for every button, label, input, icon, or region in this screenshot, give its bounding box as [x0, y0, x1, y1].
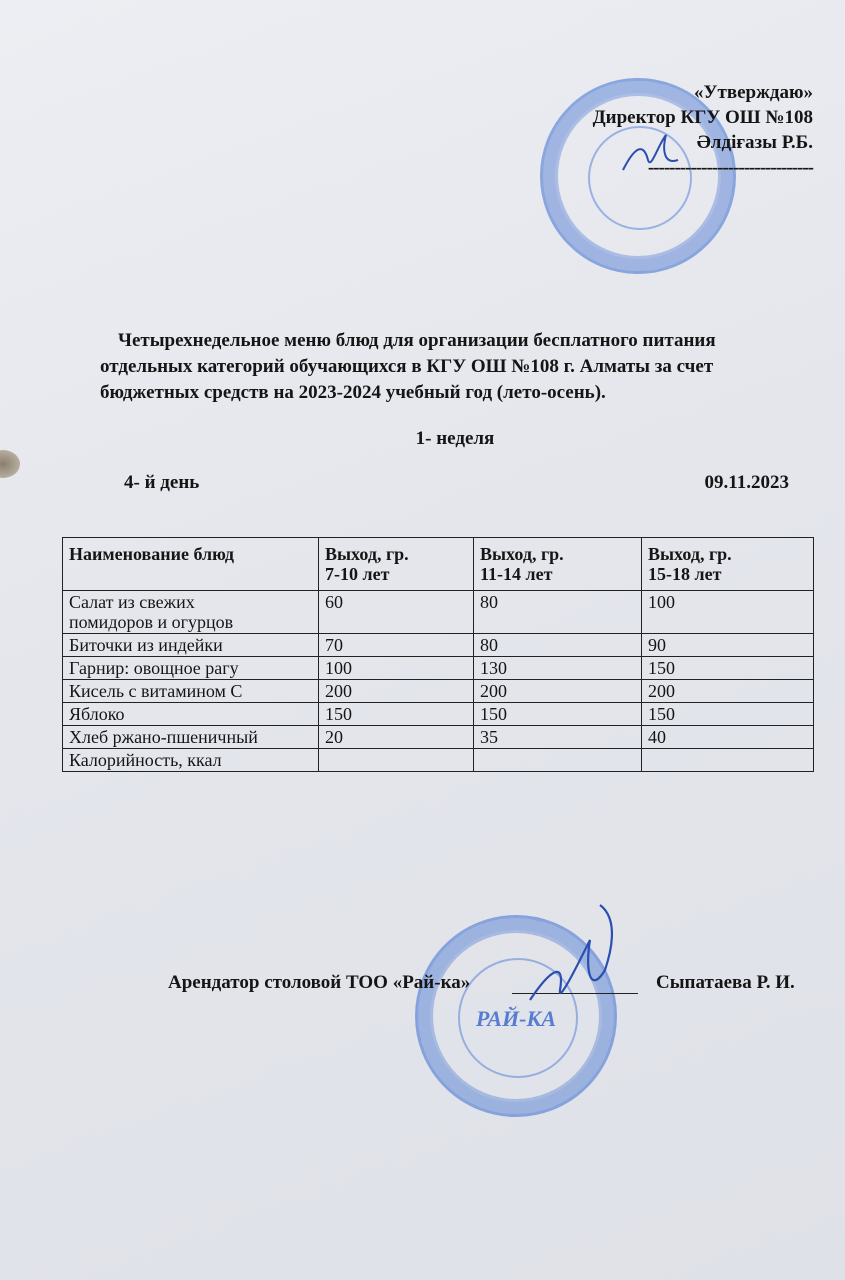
- title-line-2: отдельных категорий обучающихся в КГУ ОШ №108 г. Алматы за счет: [100, 356, 714, 377]
- portion-11-14: 130: [474, 657, 642, 680]
- header-group-2: [474, 538, 642, 591]
- document-title: [100, 328, 820, 406]
- table-row: [63, 703, 814, 726]
- portion-11-14: 150: [474, 703, 642, 726]
- portion-15-18: 100: [642, 591, 814, 634]
- table-row: [63, 591, 814, 634]
- table-row: [63, 749, 814, 772]
- portion-15-18: 150: [642, 657, 814, 680]
- portion-15-18: 200: [642, 680, 814, 703]
- seal-company-word: РАЙ-КА: [475, 1006, 557, 1031]
- header-group-2-age: 11-14 лет: [480, 564, 553, 584]
- menu-table: [62, 537, 814, 772]
- signer-name: Сыпатаева Р. И.: [656, 972, 795, 993]
- portion-15-18: [642, 749, 814, 772]
- table-row: [63, 680, 814, 703]
- portion-11-14: 35: [474, 726, 642, 749]
- table-row: [63, 657, 814, 680]
- portion-11-14: 80: [474, 634, 642, 657]
- title-line-1: Четырехнедельное меню блюд для организации бесплатного питания: [118, 330, 716, 351]
- renter-signature-icon: [520, 900, 630, 1010]
- header-dish-name: Наименование блюд: [63, 538, 319, 591]
- director-signature-icon: [618, 130, 688, 180]
- table-row: [63, 634, 814, 657]
- header-group-2-title: Выход, гр.: [480, 544, 564, 564]
- portion-11-14: [474, 749, 642, 772]
- approval-title: «Утверждаю»: [694, 82, 813, 103]
- week-label: 1- неделя: [415, 428, 495, 449]
- binder-hole: [0, 450, 20, 478]
- portion-15-18: 150: [642, 703, 814, 726]
- portion-7-10: [319, 749, 474, 772]
- portion-7-10: 200: [319, 680, 474, 703]
- portion-7-10: 20: [319, 726, 474, 749]
- header-group-3-age: 15-18 лет: [648, 564, 722, 584]
- header-group-1-age: 7-10 лет: [325, 564, 390, 584]
- portion-15-18: 90: [642, 634, 814, 657]
- dish-name: Кисель с витамином С: [63, 680, 319, 703]
- dish-name: Хлеб ржано-пшеничный: [63, 726, 319, 749]
- portion-7-10: 70: [319, 634, 474, 657]
- dish-name: Калорийность, ккал: [63, 749, 319, 772]
- day-label: 4- й день: [124, 472, 200, 493]
- dish-name: Биточки из индейки: [63, 634, 319, 657]
- dish-name: Яблоко: [63, 703, 319, 726]
- portion-7-10: 100: [319, 657, 474, 680]
- table-header-row: [63, 538, 814, 591]
- date-label: 09.11.2023: [704, 472, 789, 493]
- header-group-1: [319, 538, 474, 591]
- portion-11-14: 80: [474, 591, 642, 634]
- header-group-3: [642, 538, 814, 591]
- renter-label: Арендатор столовой ТОО «Рай-ка»: [168, 972, 471, 993]
- portion-11-14: 200: [474, 680, 642, 703]
- dish-name: Гарнир: овощное рагу: [63, 657, 319, 680]
- title-line-3: бюджетных средств на 2023-2024 учебный год (лето-осень).: [100, 382, 606, 403]
- dish-name: [63, 591, 319, 634]
- header-group-1-title: Выход, гр.: [325, 544, 409, 564]
- portion-7-10: 60: [319, 591, 474, 634]
- table-row: [63, 726, 814, 749]
- portion-15-18: 40: [642, 726, 814, 749]
- dish-name-line-1: Салат из свежих: [69, 592, 195, 612]
- header-group-3-title: Выход, гр.: [648, 544, 732, 564]
- approval-sign-line: -------------------------------: [647, 157, 813, 178]
- dish-name-line-2: помидоров и огурцов: [69, 612, 234, 632]
- portion-7-10: 150: [319, 703, 474, 726]
- approval-name: Әлдіғазы Р.Б.: [696, 132, 813, 153]
- approval-position: Директор КГУ ОШ №108: [592, 107, 813, 128]
